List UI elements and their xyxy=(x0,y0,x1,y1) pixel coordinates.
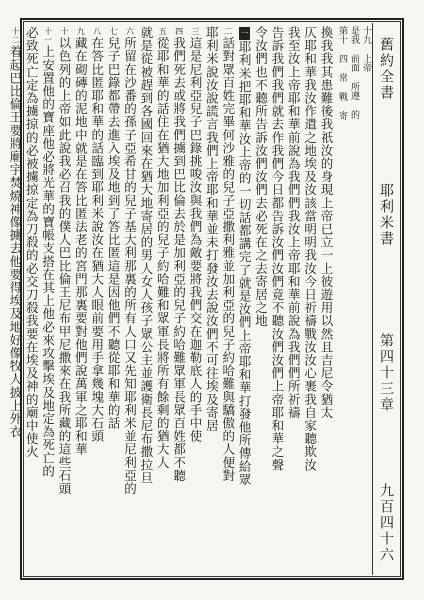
verse-text: 兒子巴錄都帶去進入埃及地到了答比匿這是因他們不聽從耶和華的話 xyxy=(106,36,122,430)
book-title: 舊約全書 xyxy=(378,37,394,101)
text-column xyxy=(89,26,103,572)
verse-number: 四 xyxy=(174,27,184,36)
text-column xyxy=(155,26,169,572)
text-column xyxy=(139,26,153,572)
verse-number: 二 xyxy=(223,27,233,36)
chapter-number: 第四十三章 xyxy=(378,333,394,413)
verse-text: 着起巴比倫王要將廟宇焚燒神像擄去他要得埃及地好像牧人披上外衣 xyxy=(7,45,23,439)
verse-text: 這是尼利亞兒子巴錄挑唆汝與我們為敵要將我們交在迦勒底人的手中使 xyxy=(188,36,203,443)
text-column xyxy=(122,26,136,572)
text-column xyxy=(8,26,22,572)
verse-number: 三 xyxy=(191,27,200,36)
text-column xyxy=(24,26,38,572)
verse-number: 六 xyxy=(125,27,135,36)
verse-text: 我至汝上帝耶和華前說為我們們我汝上帝耶和華前說為我們們所祈禱 xyxy=(286,26,302,419)
verse-text: 換我我其患難後我祇汝的身現上帝已立一上彼遊用以然且吉尼令猶太 xyxy=(319,26,334,419)
verse-text: 耶利米說汝說謊言我們上帝耶和華並未打發汝去說汝們不可往埃及寄居 xyxy=(204,26,220,433)
marginal-notes xyxy=(335,26,370,572)
verse-text: 以色列的上帝如此說我必召我的僕人巴比倫王尼布甲尼撒來在我所藏的這些石頭 xyxy=(57,36,72,496)
verse-text: 在答比匿耶和華的話臨到耶利米說汝在猶大人眼前要用手拿幾塊大石頭 xyxy=(89,36,105,443)
verse-number: 八 xyxy=(92,27,102,36)
verse-number: 十一 xyxy=(43,27,53,45)
marginal-note: 是我 前面 所遵 的 xyxy=(349,26,359,119)
verse-text: 耶利米把耶和華汝上帝的一切話都講完了就是汝們上帝耶和華打發他所傳給眾 xyxy=(237,40,253,487)
page-number: 九百四十六 xyxy=(378,483,394,563)
text-column xyxy=(286,26,300,572)
verse-text: 藏在砌磚的泥地中就是在答比匿法老的宮門那裏要對他們說萬軍之耶和華 xyxy=(73,36,89,456)
text-column xyxy=(237,26,251,572)
text-column xyxy=(106,26,120,572)
verse-text: 上安置他的寶座他必將光華的寶帳支搭在其上他必來攻擊埃及地定為死亡的 xyxy=(40,45,56,478)
marginal-note: 十九 上帝 xyxy=(361,26,371,72)
text-column xyxy=(319,26,333,572)
verse-text: 話對眾百姓完畢何沙雅的兒子亞撒利雅並加利亞的兒子約哈難與驕傲的人便對 xyxy=(220,36,236,483)
marginal-note: 第十 四 常 戰 寄 xyxy=(337,26,347,120)
verse-number: 五 xyxy=(158,27,168,36)
running-header xyxy=(372,23,399,575)
text-column xyxy=(40,26,54,572)
text-column xyxy=(220,26,234,572)
verse-text: 就是從被趕到各國回來在猶大地寄居的男人女人孩子眾公主並護衛長尼布撒拉旦 xyxy=(138,26,154,485)
text-column xyxy=(253,26,267,572)
verse-number: 七 xyxy=(109,27,119,36)
text-column xyxy=(302,26,316,572)
document-page xyxy=(7,18,404,580)
text-column xyxy=(171,26,185,572)
verse-text: 令汝們也不聽所告訴汝們汝們去必死在之去寄居之地 xyxy=(253,26,269,328)
text-column xyxy=(57,26,71,572)
verse-text: 我們死去或將我們擄到巴比倫去於是加利亞的兒子約哈難眾軍長眾百姓都不聽 xyxy=(171,36,187,483)
verse-number: 十 xyxy=(60,27,69,36)
verse-text: 告訴我們我們就去作我們今日都告訴汝們汝們竟不聽汝們汝們上帝耶和華之聲 xyxy=(269,26,285,472)
verse-text: 所留在沙番的孫子亞希甘的兒子基大利那裏的所有人口又先知耶利米並尼利亞的 xyxy=(122,36,138,496)
text-column xyxy=(188,26,202,572)
chapter-book-name: 耶利米書 xyxy=(378,183,394,247)
verse-number: 九 xyxy=(76,27,86,36)
verse-number: 十二 xyxy=(10,27,20,45)
text-column xyxy=(73,26,87,572)
verse-text: 從耶和華的話住在猶大地加利亞的兒子約哈難和眾軍長將所有餘剩的猶大人 xyxy=(155,36,171,469)
text-column xyxy=(204,26,218,572)
text-columns xyxy=(7,26,371,572)
verse-text: 仄耶和華我汝作遣之地埃及汝該當明明我汝今日祈禱戰汝汝心裹我自家聽欺汝 xyxy=(302,26,318,472)
text-column xyxy=(270,26,284,572)
verse-text: 必致死亡定為擄掠的必被擄掠定為刀殺的必交刀殺我要在埃及神的廟中使火 xyxy=(24,26,40,459)
verse-number: 一 xyxy=(240,29,250,38)
